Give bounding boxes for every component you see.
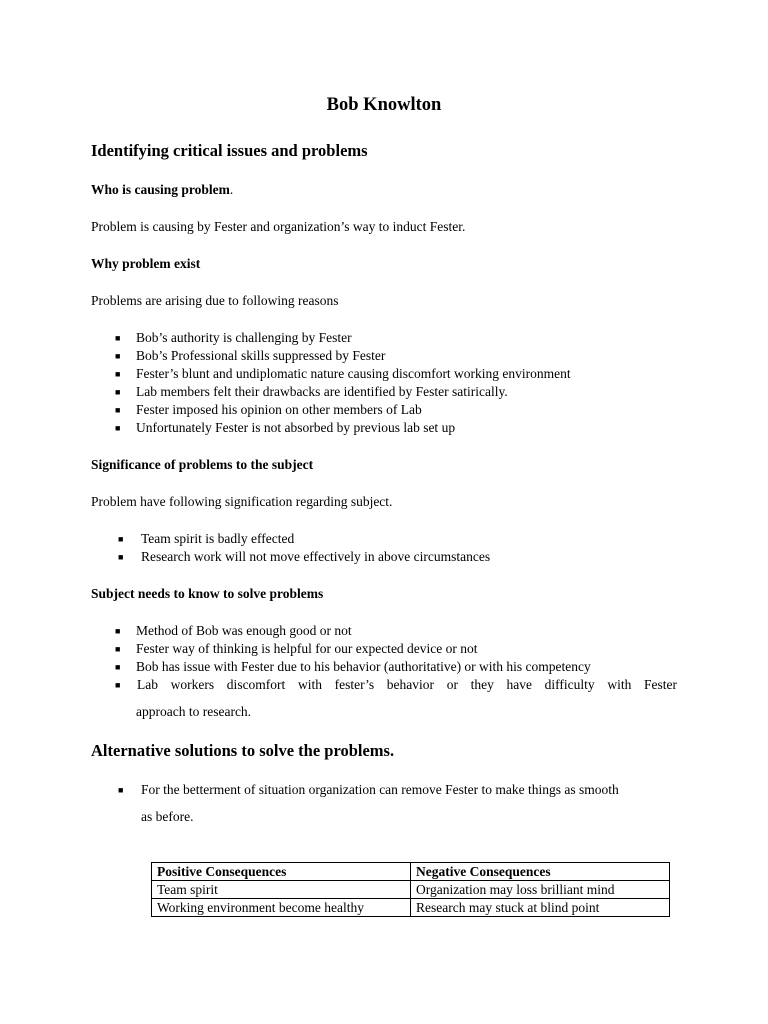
list-item-text: Bob has issue with Fester due to his behavior (authoritative) or with his competency (136, 659, 591, 674)
table-header-positive: Positive Consequences (152, 863, 411, 881)
table-header-row (152, 863, 670, 881)
bullet-icon: ■ (118, 534, 124, 544)
table-cell: Research may stuck at blind point (411, 899, 670, 917)
bullet-icon: ■ (115, 333, 121, 343)
list-item-text: Method of Bob was enough good or not (136, 623, 352, 638)
table-row (152, 899, 670, 917)
consequences-table (151, 862, 670, 917)
bullet-icon: ■ (115, 423, 121, 433)
list-item-text: For the betterment of situation organization can remove Fester to make things as smooth (141, 782, 619, 797)
who-heading-text: Who is causing problem (91, 182, 230, 197)
alternatives-heading: Alternative solutions to solve the problems. (91, 741, 395, 760)
table-row (152, 881, 670, 899)
list-item-text: Lab members felt their drawbacks are identified by Fester satirically. (136, 384, 508, 399)
list-item-continuation: approach to research. (136, 704, 252, 719)
bullet-icon: ■ (115, 387, 121, 397)
list-item-text: Unfortunately Fester is not absorbed by previous lab set up (136, 420, 456, 435)
list-item-text: Fester way of thinking is helpful for our expected device or not (136, 641, 478, 656)
why-intro: Problems are arising due to following reasons (91, 293, 339, 308)
list-item-text: Bob’s authority is challenging by Fester (136, 330, 352, 345)
bullet-icon: ■ (118, 552, 124, 562)
significance-intro: Problem have following signification regarding subject. (91, 494, 393, 509)
who-heading (91, 182, 233, 198)
significance-heading: Significance of problems to the subject (91, 457, 314, 472)
list-item-text: Fester imposed his opinion on other members of Lab (136, 402, 422, 417)
list-item-text: Lab workers discomfort with fester’s behavior or they have difficulty with Fester (137, 677, 677, 692)
table-cell: Organization may loss brilliant mind (411, 881, 670, 899)
bullet-icon: ■ (115, 405, 121, 415)
who-text: Problem is causing by Fester and organization’s way to induct Fester. (91, 219, 466, 234)
list-item-text: Fester’s blunt and undiplomatic nature causing discomfort working environment (136, 366, 571, 381)
needs-heading: Subject needs to know to solve problems (91, 586, 324, 601)
table-header-negative: Negative Consequences (411, 863, 670, 881)
who-heading-suffix: . (229, 182, 234, 197)
list-item-continuation: as before. (141, 809, 194, 824)
bullet-icon: ■ (115, 626, 121, 636)
table-cell: Team spirit (152, 881, 411, 899)
bullet-icon: ■ (115, 662, 121, 672)
bullet-icon: ■ (115, 351, 121, 361)
bullet-icon: ■ (115, 369, 121, 379)
critical-issues-heading: Identifying critical issues and problems (91, 141, 368, 160)
why-heading: Why problem exist (91, 256, 201, 271)
bullet-icon: ■ (118, 785, 124, 795)
bullet-icon: ■ (115, 644, 121, 654)
table-cell: Working environment become healthy (152, 899, 411, 917)
list-item-text: Research work will not move effectively in above circumstances (141, 549, 491, 564)
list-item-text: Team spirit is badly effected (141, 531, 295, 546)
document-title: Bob Knowlton (326, 95, 442, 115)
bullet-icon: ■ (115, 680, 121, 690)
list-item-text: Bob’s Professional skills suppressed by Fester (136, 348, 386, 363)
